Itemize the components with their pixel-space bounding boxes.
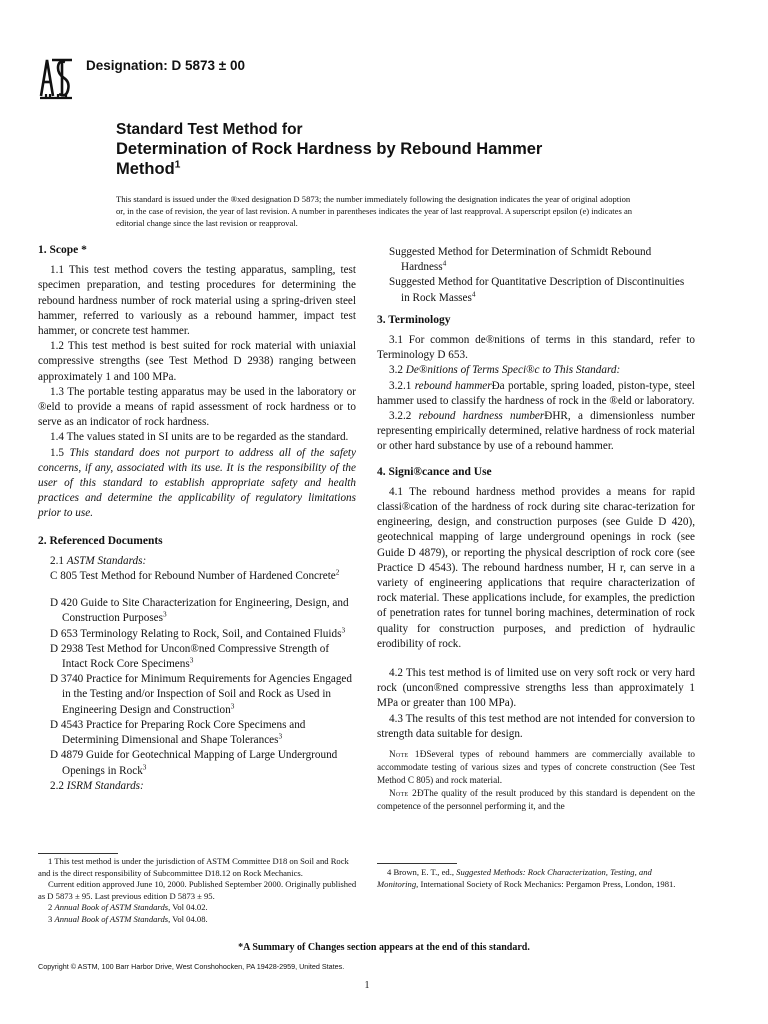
reference-text: D 2938 Test Method for Uncon®ned Compressive Strength of Intact Rock Core Specimens: [50, 642, 330, 671]
reference-text: D 653 Terminology Relating to Rock, Soil, and Contained Fluids: [50, 627, 342, 640]
reference-c805: [38, 569, 356, 584]
footnote-title: Annual Book of ASTM Standards: [54, 913, 169, 924]
note-label: Note 2: [389, 788, 418, 799]
paragraph-2-1: [38, 554, 356, 569]
note-1: [377, 748, 695, 787]
definition-text: Ða portable, spring loaded, piston-type, steel hammer used to classify the hardness of rock in the ®eld or laboratory.: [377, 379, 695, 407]
footnote-marker: 3: [142, 762, 147, 771]
paragraph-1-3: 1.3 The portable testing apparatus may be used in the laboratory or ®eld to provide a means of rapid assessment of rock hardness or to serve as an indicator of rock hardness.: [38, 385, 356, 429]
paragraph-1-4: 1.4 The values stated in SI units are to be regarded as the standard.: [50, 431, 349, 444]
reference-d653: [38, 627, 356, 642]
footnote-number: 2: [48, 902, 55, 912]
safety-statement: This standard does not purport to address all of the safety concerns, if any, associated with its use. It is the responsibility of the user of this standard to establish appropriate safety and health practices and determine the applicability of regulatory limitations prior to use.: [38, 446, 356, 520]
paragraph-2-2: [38, 779, 356, 794]
reference-isrm-discontinuities: [377, 275, 695, 305]
footnote-title: Suggested Methods: Rock Characterization, Testing, and Monitoring: [377, 867, 652, 889]
footnote-1: 1 This test method is under the jurisdiction of ASTM Committee D18 on Soil and Rock and is the direct responsibility of Subcommittee D18.12 on Rock Mechanics.: [38, 856, 349, 878]
footnote-number: 3: [48, 913, 55, 924]
footnote-marker: 3: [189, 656, 194, 665]
title-line-3: Method: [116, 160, 175, 178]
footnotes-left: [38, 856, 358, 925]
reference-isrm-schmidt: [377, 245, 695, 275]
reference-text: Suggested Method for Quantitative Description of Discontinuities in Rock Masses: [389, 276, 685, 304]
paragraph-1-5: [38, 446, 356, 522]
footnote-marker: 4: [471, 289, 476, 298]
paragraph-4-3: 4.3 The results of this test method are not intended for conversion to strength data suitable for design.: [377, 712, 695, 740]
paragraph-3-2: [377, 363, 695, 378]
reference-text: C 805 Test Method for Rebound Number of Hardened Concrete: [50, 570, 336, 583]
defined-term: rebound hardness number: [418, 410, 545, 423]
reference-d2938: [38, 642, 356, 672]
paragraph-number: 2.1: [50, 554, 67, 567]
footnote-rule-right: [377, 863, 457, 864]
note-2: [377, 787, 695, 813]
note-text: ÐThe quality of the result produced by this standard is dependent on the competence of the personnel performing it, and the: [377, 788, 695, 812]
paragraph-number: 2.2: [50, 779, 67, 792]
subheading: De®nitions of Terms Speci®c to This Standard:: [405, 364, 621, 377]
paragraph-3-2-2: [377, 409, 695, 455]
footnote-2: [38, 902, 358, 914]
title-line-2: Determination of Rock Hardness by Rebound Hammer: [116, 140, 543, 158]
footnote-volume: , Vol 04.08.: [168, 913, 208, 924]
definition-text: ÐHR, a dimensionless number representing empirically determined, relative hardness of rock material or other hard substance by use of a rebound hammer.: [377, 410, 696, 453]
paragraph-4-2: 4.2 This test method is of limited use on very soft rock or very hard rock (uncon®ned compressive strengths less than approximately 1 MPa or greater than 100 MPa).: [377, 667, 695, 710]
title-footnote-marker: 1: [174, 159, 181, 171]
note-text: ÐSeveral types of rebound hammers are commercially available to accommodate testing of various sizes and types of concrete construction (See Test Method C 805) and rock material.: [377, 749, 695, 786]
paragraph-4-1: 4.1 The rebound hardness method provides a means for rapid classi®cation of the hardness of rock during site charac-terization for engineering, design, and construction purposes (see Guide D 420), geotechnical mapping of large underground openings in rock (see Guide D 4879), or reporting the physical description of rock core (see Practice D 4543). The rebound hardness number, H r, can serve in a variety of engineering applications that require characterization of rock material. These applications include, for examples, the prediction of penetration rates for tunnel boring machines, determination of rock quality for construction purposes, and prediction of hydraulic erodibility of rock.: [377, 485, 695, 650]
footnote-marker: 3: [341, 625, 346, 634]
footnote-1-edition: Current edition approved June 10, 2000. Published September 2000. Originally published as D 5873 ± 95. Last previous edition D 5873 ± 95.: [38, 879, 357, 901]
section-heading-significance: 4. Signi®cance and Use: [377, 465, 492, 478]
reference-d420: [38, 596, 356, 626]
footnote-marker: 3: [230, 701, 235, 710]
footnote-author: 4 Brown, E. T., ed.,: [387, 867, 457, 877]
footnote-volume: , Vol 04.02.: [168, 902, 208, 912]
defined-term: rebound hammer: [414, 379, 492, 392]
section-heading-referenced-documents: 2. Referenced Documents: [38, 534, 163, 547]
footnote-rule-left: [38, 853, 118, 854]
reference-d3740: [38, 672, 356, 718]
paragraph-number: 3.2.2: [389, 410, 419, 423]
reference-text: Suggested Method for Determination of Schmidt Rebound Hardness: [389, 246, 652, 274]
reference-d4543: [38, 718, 356, 748]
paragraph-3-1: 3.1 For common de®nitions of terms in this standard, refer to Terminology D 653.: [377, 334, 695, 362]
copyright: Copyright © ASTM, 100 Barr Harbor Drive, West Conshohocken, PA 19428-2959, United States.: [38, 962, 345, 971]
footnote-marker: 2: [335, 568, 340, 577]
right-column: [377, 245, 695, 813]
reference-text: D 3740 Practice for Minimum Requirements for Agencies Engaged in the Testing and/or Inspection of Soil and Rock as Used in Engineering Design and Construction: [50, 673, 352, 716]
subheading: ISRM Standards:: [66, 779, 144, 792]
footnotes-right: [377, 867, 695, 890]
paragraph-3-2-1: [377, 379, 695, 409]
footnote-3: [38, 914, 358, 926]
document-title: [116, 120, 656, 179]
reference-d4879: [38, 748, 356, 778]
paragraph-1-1: 1.1 This test method covers the testing apparatus, sampling, test specimen preparation, and testing procedures for determining the rebound hardness number of rock material using a spring-driven steel hammer, referred to variously as a rebound hammer, impact test hammer, or concrete test hammer.: [38, 264, 356, 338]
footnote-4: [377, 867, 695, 890]
footnote-marker: 4: [442, 259, 447, 268]
paragraph-1-2: 1.2 This test method is best suited for rock material with uniaxial compressive strengths (see Test Method D 2938) ranging between approximately 1 and 100 MPa.: [38, 340, 356, 383]
footnote-title: Annual Book of ASTM Standards: [54, 902, 169, 912]
footnote-publisher: , International Society of Rock Mechanics: Pergamon Press, London, 1981.: [416, 878, 676, 889]
reference-text: D 4543 Practice for Preparing Rock Core Specimens and Determining Dimensional and Shape Tolerances: [50, 718, 306, 747]
astm-logo-icon: [38, 56, 74, 100]
paragraph-number: 1.5: [50, 446, 70, 459]
page-number: 1: [364, 980, 370, 991]
left-column: [38, 243, 356, 794]
footnote-marker: 3: [278, 732, 283, 741]
paragraph-number: 3.2.1: [389, 379, 415, 392]
reference-text: D 420 Guide to Site Characterization for Engineering, Design, and Construction Purposes: [50, 597, 349, 625]
note-label: Note 1: [389, 749, 420, 760]
paragraph-number: 3.2: [389, 364, 406, 377]
designation: Designation: D 5873 ± 00: [86, 58, 245, 73]
section-heading-scope: 1. Scope *: [38, 244, 87, 256]
subheading: ASTM Standards:: [66, 554, 147, 567]
footnote-marker: 3: [163, 610, 167, 619]
issue-statement: This standard is issued under the ®xed designation D 5873; the number immediately following the designation indicates the year of original adoption or, in the case of revision, the year of last revision. A number in parentheses indicates the year of last reapproval. A superscript epsilon (e) indicates an editorial change since the last revision or reapproval.: [116, 194, 633, 228]
summary-of-changes-notice: *A Summary of Changes section appears at the end of this standard.: [238, 942, 530, 953]
section-heading-terminology: 3. Terminology: [377, 313, 451, 326]
title-line-1: Standard Test Method for: [116, 121, 303, 138]
reference-text: D 4879 Guide for Geotechnical Mapping of Large Underground Openings in Rock: [50, 749, 338, 777]
